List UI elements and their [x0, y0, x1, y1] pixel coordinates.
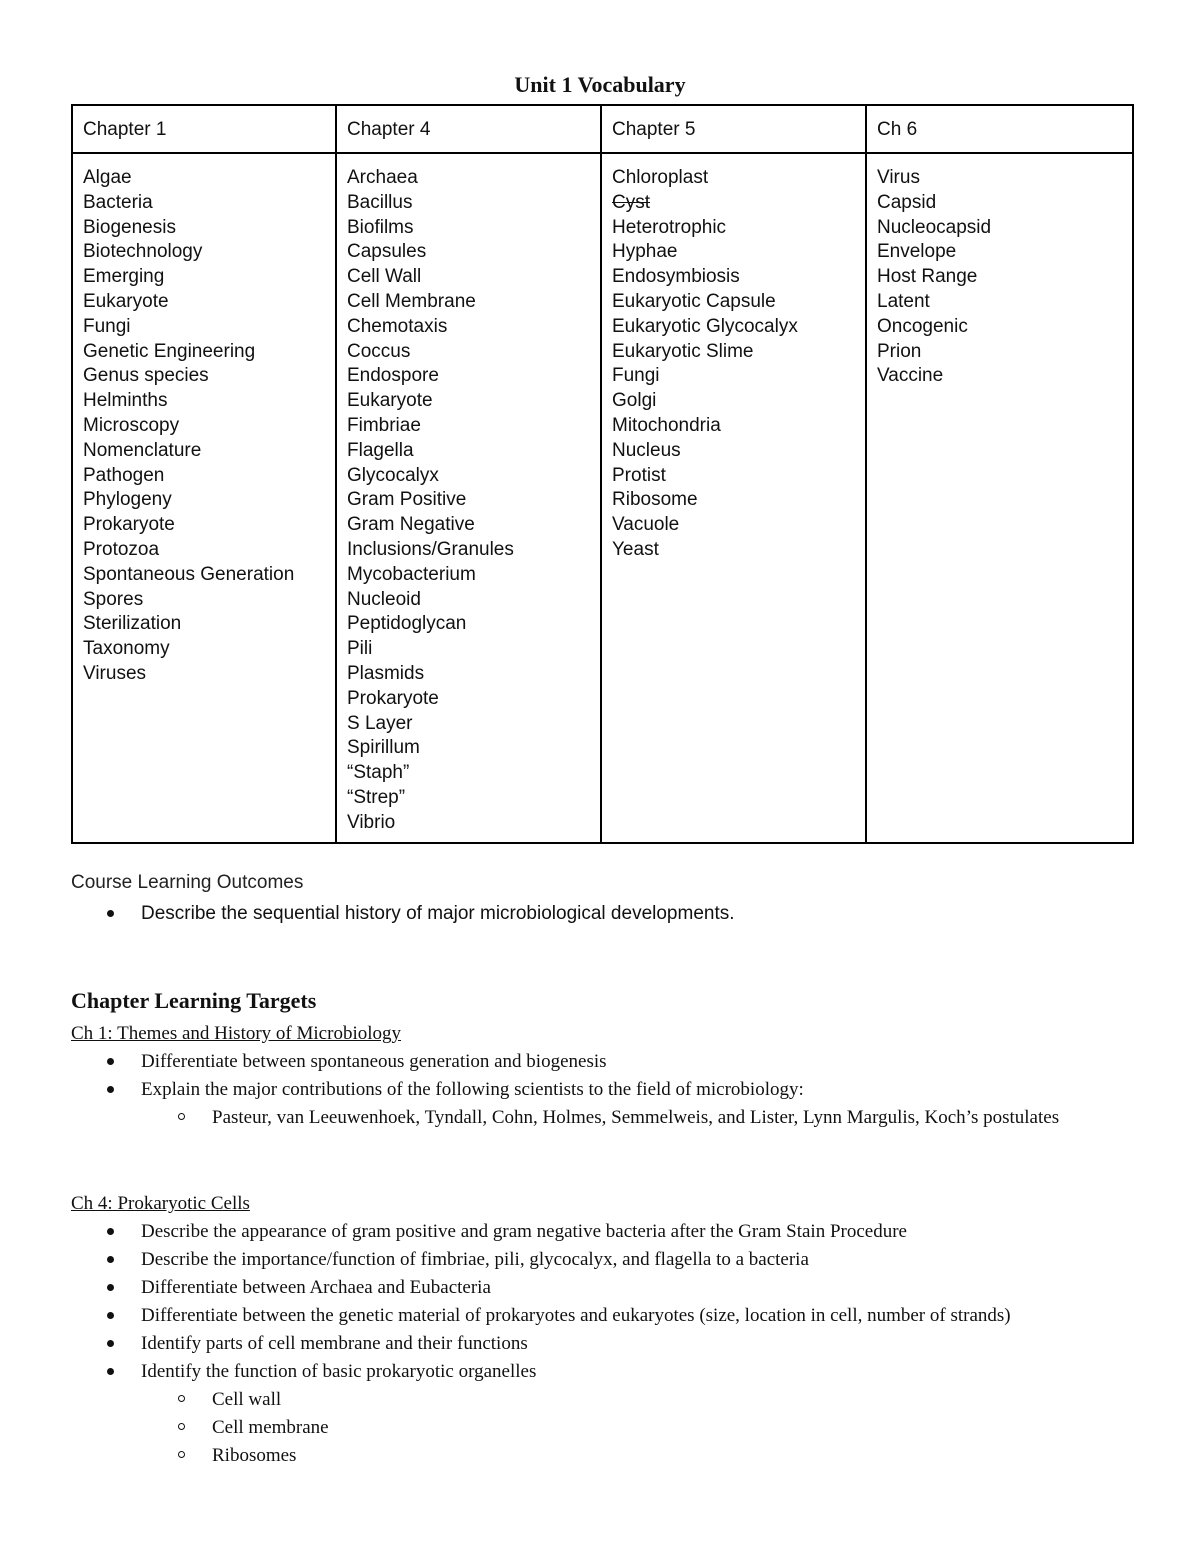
vocab-term: Algae [83, 167, 132, 188]
course-outcomes-heading: Course Learning Outcomes [71, 872, 304, 893]
section-title-ch4: Ch 4: Prokaryotic Cells [71, 1193, 250, 1214]
vocab-term: Vibrio [347, 811, 396, 833]
vocab-term: Ribosome [612, 489, 698, 511]
vocab-term: Genetic Engineering [83, 340, 256, 362]
vocab-term: Mycobacterium [347, 563, 476, 585]
vocab-term: Latent [877, 290, 930, 312]
sub-target-text: Ribosomes [212, 1445, 297, 1466]
sub-list-item [71, 1414, 1161, 1442]
vocab-term: Golgi [612, 390, 657, 412]
target-text: Identify parts of cell membrane and their functions [141, 1333, 528, 1354]
vocab-term: Sterilization [83, 613, 182, 635]
list-item [71, 1330, 1161, 1358]
vocab-term: Spores [83, 588, 144, 610]
vocab-term: Bacteria [83, 191, 153, 213]
sub-list-item [71, 1442, 1161, 1470]
vocab-term: “Staph” [347, 762, 410, 784]
vocab-term: Protist [612, 464, 666, 486]
sub-list-item [71, 1386, 1161, 1414]
vocab-term: Peptidoglycan [347, 613, 467, 635]
vocab-term: Cell Wall [347, 266, 422, 288]
vocab-term: Flagella [347, 439, 414, 461]
vocab-term: Eukaryote [83, 290, 169, 312]
vocab-term: Fimbriae [347, 414, 421, 436]
bullet-icon [107, 1284, 114, 1291]
vocab-term: Biofilms [347, 216, 414, 238]
vocab-term: Capsules [347, 241, 427, 263]
vocab-term: Microscopy [83, 414, 180, 436]
target-text: Identify the function of basic prokaryotic organelles [141, 1361, 537, 1382]
vocab-term: Mitochondria [612, 414, 721, 436]
list-item [71, 1048, 1161, 1076]
vocab-term: Chloroplast [612, 167, 709, 188]
vocab-term: Fungi [83, 315, 131, 337]
term-list-ch-6 [866, 153, 1133, 843]
vocab-term: Cyst [612, 191, 650, 213]
list-item [71, 1076, 1161, 1104]
target-text: Describe the importance/function of fimbriae, pili, glycocalyx, and flagella to a bacteria [141, 1249, 809, 1270]
vocab-term: Vacuole [612, 514, 680, 536]
vocab-term: Oncogenic [877, 315, 968, 337]
vocab-term: Bacillus [347, 191, 413, 213]
vocab-term: Nomenclature [83, 439, 202, 461]
bullet-icon [107, 1312, 114, 1319]
sub-list-item [71, 1104, 1172, 1132]
target-text: Differentiate between Archaea and Eubacteria [141, 1277, 491, 1298]
vocab-term: Biogenesis [83, 216, 176, 238]
target-text: Differentiate between spontaneous generation and biogenesis [141, 1051, 607, 1072]
vocab-term: Eukaryotic Glycocalyx [612, 315, 798, 337]
target-text: Differentiate between the genetic material of prokaryotes and eukaryotes (size, location in cell, number of strands) [141, 1305, 1011, 1326]
learning-targets-heading: Chapter Learning Targets [71, 988, 317, 1013]
term-list-chapter-4 [336, 153, 601, 843]
target-text: Describe the appearance of gram positive and gram negative bacteria after the Gram Stain Procedure [141, 1221, 907, 1242]
vocab-term: S Layer [347, 712, 413, 734]
vocab-term: Nucleus [612, 439, 681, 461]
column-header-ch-6: Ch 6 [866, 105, 1133, 153]
sub-target-text: Cell wall [212, 1389, 282, 1410]
vocab-term: Heterotrophic [612, 216, 727, 238]
sub-target-text: Pasteur, van Leeuwenhoek, Tyndall, Cohn, Holmes, Semmelweis, and Lister, Lynn Margulis, Koch’s postulates [212, 1107, 1060, 1128]
sub-target-text: Cell membrane [212, 1417, 329, 1438]
bullet-icon [107, 910, 114, 917]
circle-bullet-icon [178, 1395, 185, 1402]
vocab-term: Gram Negative [347, 514, 475, 536]
vocab-term: Hyphae [612, 241, 678, 263]
column-header-chapter-1: Chapter 1 [72, 105, 336, 153]
vocab-term: Pili [347, 638, 373, 660]
list-item [71, 1302, 1161, 1330]
vocab-term: Fungi [612, 365, 660, 387]
circle-bullet-icon [178, 1113, 185, 1120]
bullet-icon [107, 1256, 114, 1263]
vocab-term: Helminths [83, 390, 168, 412]
vocab-term: Biotechnology [83, 241, 203, 263]
vocab-term: Prion [877, 340, 922, 362]
term-list-chapter-1 [72, 153, 336, 843]
vocab-term: Emerging [83, 266, 165, 288]
list-item [71, 1358, 1161, 1386]
section-ch1 [71, 1020, 1161, 1132]
vocab-term: Endosymbiosis [612, 266, 740, 288]
bullet-icon [107, 1340, 114, 1347]
list-item [71, 900, 1171, 928]
vocab-term: Chemotaxis [347, 315, 448, 337]
vocab-term: Spontaneous Generation [83, 563, 295, 585]
vocab-term: Cell Membrane [347, 290, 476, 312]
vocab-term: Prokaryote [83, 514, 175, 536]
list-item [71, 1218, 1161, 1246]
vocab-term: Plasmids [347, 662, 425, 684]
vocab-term: Taxonomy [83, 638, 170, 660]
term-list-chapter-5 [601, 153, 866, 843]
vocab-term: “Strep” [347, 786, 406, 808]
section-ch4 [71, 1190, 1161, 1470]
column-header-chapter-4: Chapter 4 [336, 105, 601, 153]
vocab-term: Capsid [877, 191, 937, 213]
vocab-term: Nucleoid [347, 588, 421, 610]
bullet-icon [107, 1086, 114, 1093]
outcome-text: Describe the sequential history of major microbiological developments. [141, 903, 735, 924]
vocab-term: Vaccine [877, 365, 944, 387]
vocab-term: Prokaryote [347, 687, 439, 709]
vocab-term: Eukaryotic Capsule [612, 290, 776, 312]
vocab-term: Inclusions/Granules [347, 538, 514, 560]
course-outcomes-list [71, 900, 1171, 928]
vocab-term: Eukaryote [347, 390, 433, 412]
vocabulary-table [71, 104, 1134, 844]
vocab-term: Endospore [347, 365, 439, 387]
vocab-term: Genus species [83, 365, 209, 387]
vocab-term: Glycocalyx [347, 464, 439, 486]
circle-bullet-icon [178, 1423, 185, 1430]
vocab-term: Viruses [83, 662, 147, 684]
vocab-term: Yeast [612, 538, 659, 560]
vocab-term: Pathogen [83, 464, 165, 486]
section-title-ch1: Ch 1: Themes and History of Microbiology [71, 1023, 402, 1044]
bullet-icon [107, 1228, 114, 1235]
list-item [71, 1246, 1161, 1274]
vocab-term: Host Range [877, 266, 978, 288]
column-header-chapter-5: Chapter 5 [601, 105, 866, 153]
vocab-term: Eukaryotic Slime [612, 340, 754, 362]
circle-bullet-icon [178, 1451, 185, 1458]
vocab-term: Phylogeny [83, 489, 172, 511]
vocab-term: Archaea [347, 167, 418, 188]
page-title: Unit 1 Vocabulary [514, 72, 686, 97]
vocab-term: Gram Positive [347, 489, 467, 511]
bullet-icon [107, 1058, 114, 1065]
vocab-term: Nucleocapsid [877, 216, 992, 238]
target-text: Explain the major contributions of the following scientists to the field of microbiology: [141, 1079, 804, 1100]
bullet-icon [107, 1368, 114, 1375]
list-item [71, 1274, 1161, 1302]
vocab-term: Virus [877, 167, 920, 188]
vocab-term: Coccus [347, 340, 411, 362]
vocab-term: Envelope [877, 241, 957, 263]
vocab-term: Protozoa [83, 538, 160, 560]
vocab-term: Spirillum [347, 737, 420, 759]
